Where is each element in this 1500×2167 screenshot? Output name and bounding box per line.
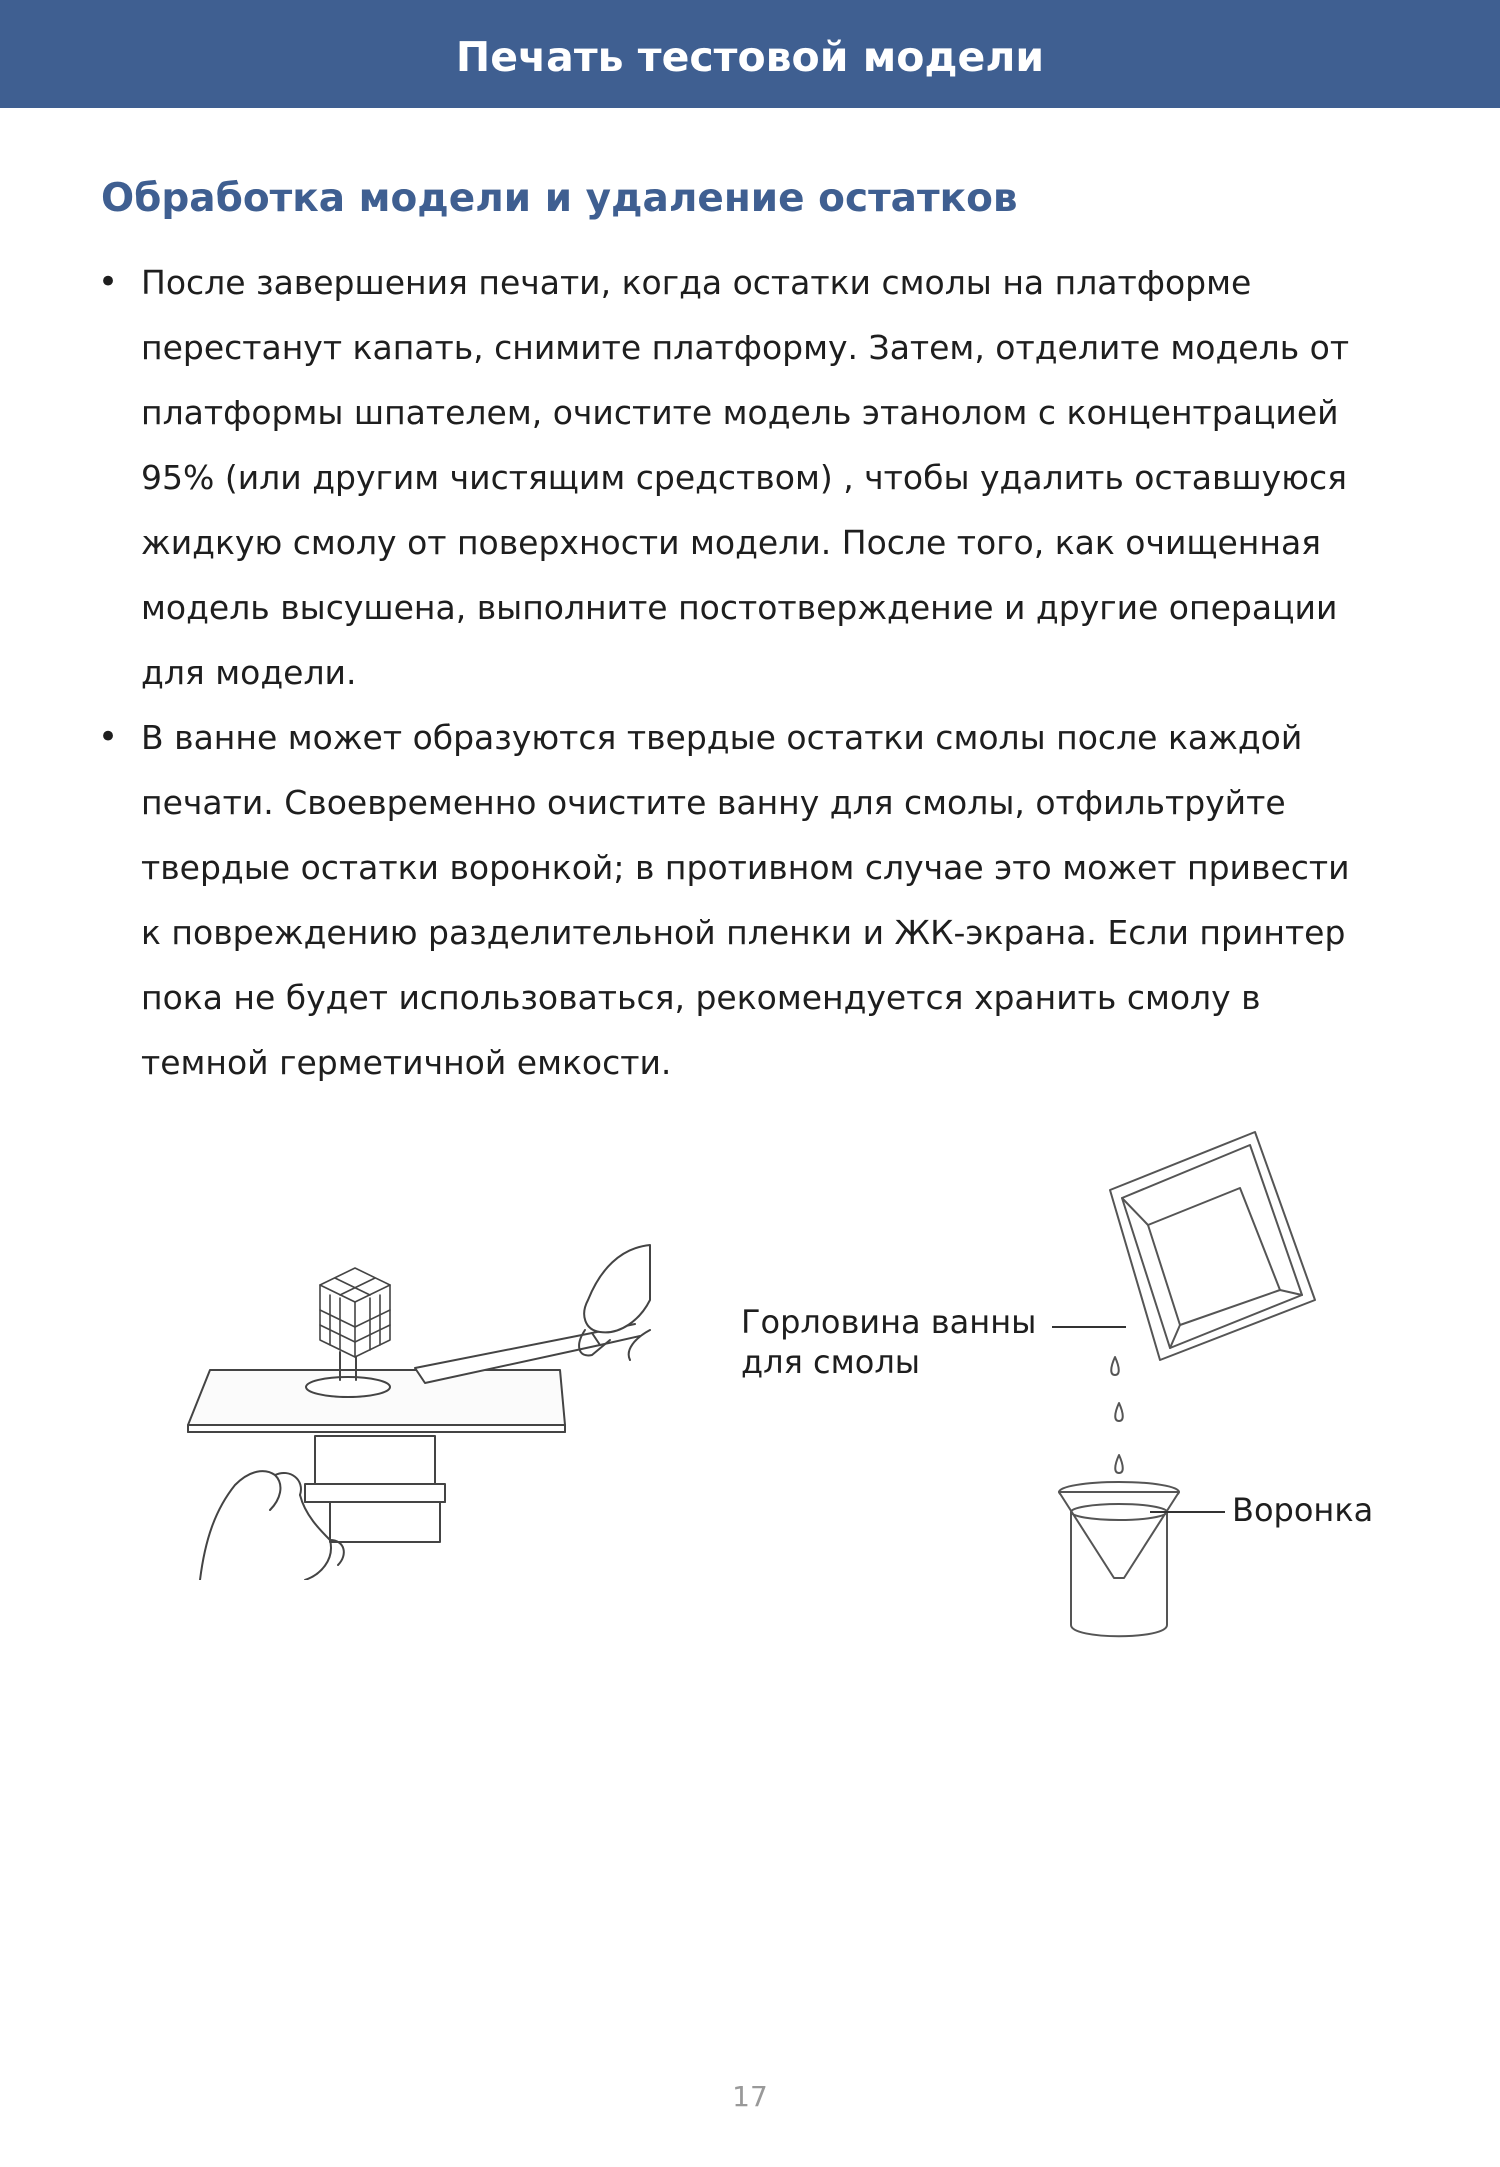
callout-funnel: Воронка xyxy=(1232,1491,1374,1529)
resin-vat-filtering-illustration xyxy=(1040,1120,1340,1640)
callout-leader-line xyxy=(1150,1511,1225,1513)
bullet-text: После завершения печати, когда остатки смолы на платформе перестанут капать, снимите платформу. Затем, отделите модель от платформы шпателем, очистите модель этанолом с концентрацией 95% (или другим чистящим средством) , чтобы удалить оставшуюся жидкую смолу от поверхности модели. После того, как очищенная модель высушена, выполните постотверждение и другие операции для модели. xyxy=(141,263,1350,692)
platform-removal-illustration xyxy=(180,1240,670,1580)
section-heading: Обработка модели и удаление остатков xyxy=(101,176,1018,221)
page-number: 17 xyxy=(732,2080,768,2113)
bullet-icon: • xyxy=(98,717,119,757)
callout-vat-neck: Горловина ванны для смолы xyxy=(741,1303,1037,1381)
bullet-text: В ванне может образуются твердые остатки смолы после каждой печати. Своевременно очистите ванну для смолы, отфильтруйте твердые остатки воронкой; в противном случае это может привести к повреждению разделительной пленки и ЖК-экрана. Если принтер пока не будет использоваться, рекомендуется хранить смолу в темной герметичной емкости. xyxy=(141,718,1350,1082)
bullet-icon: • xyxy=(98,262,119,302)
callout-leader-line xyxy=(1052,1326,1126,1328)
page-title: Печать тестовой модели xyxy=(455,33,1045,81)
